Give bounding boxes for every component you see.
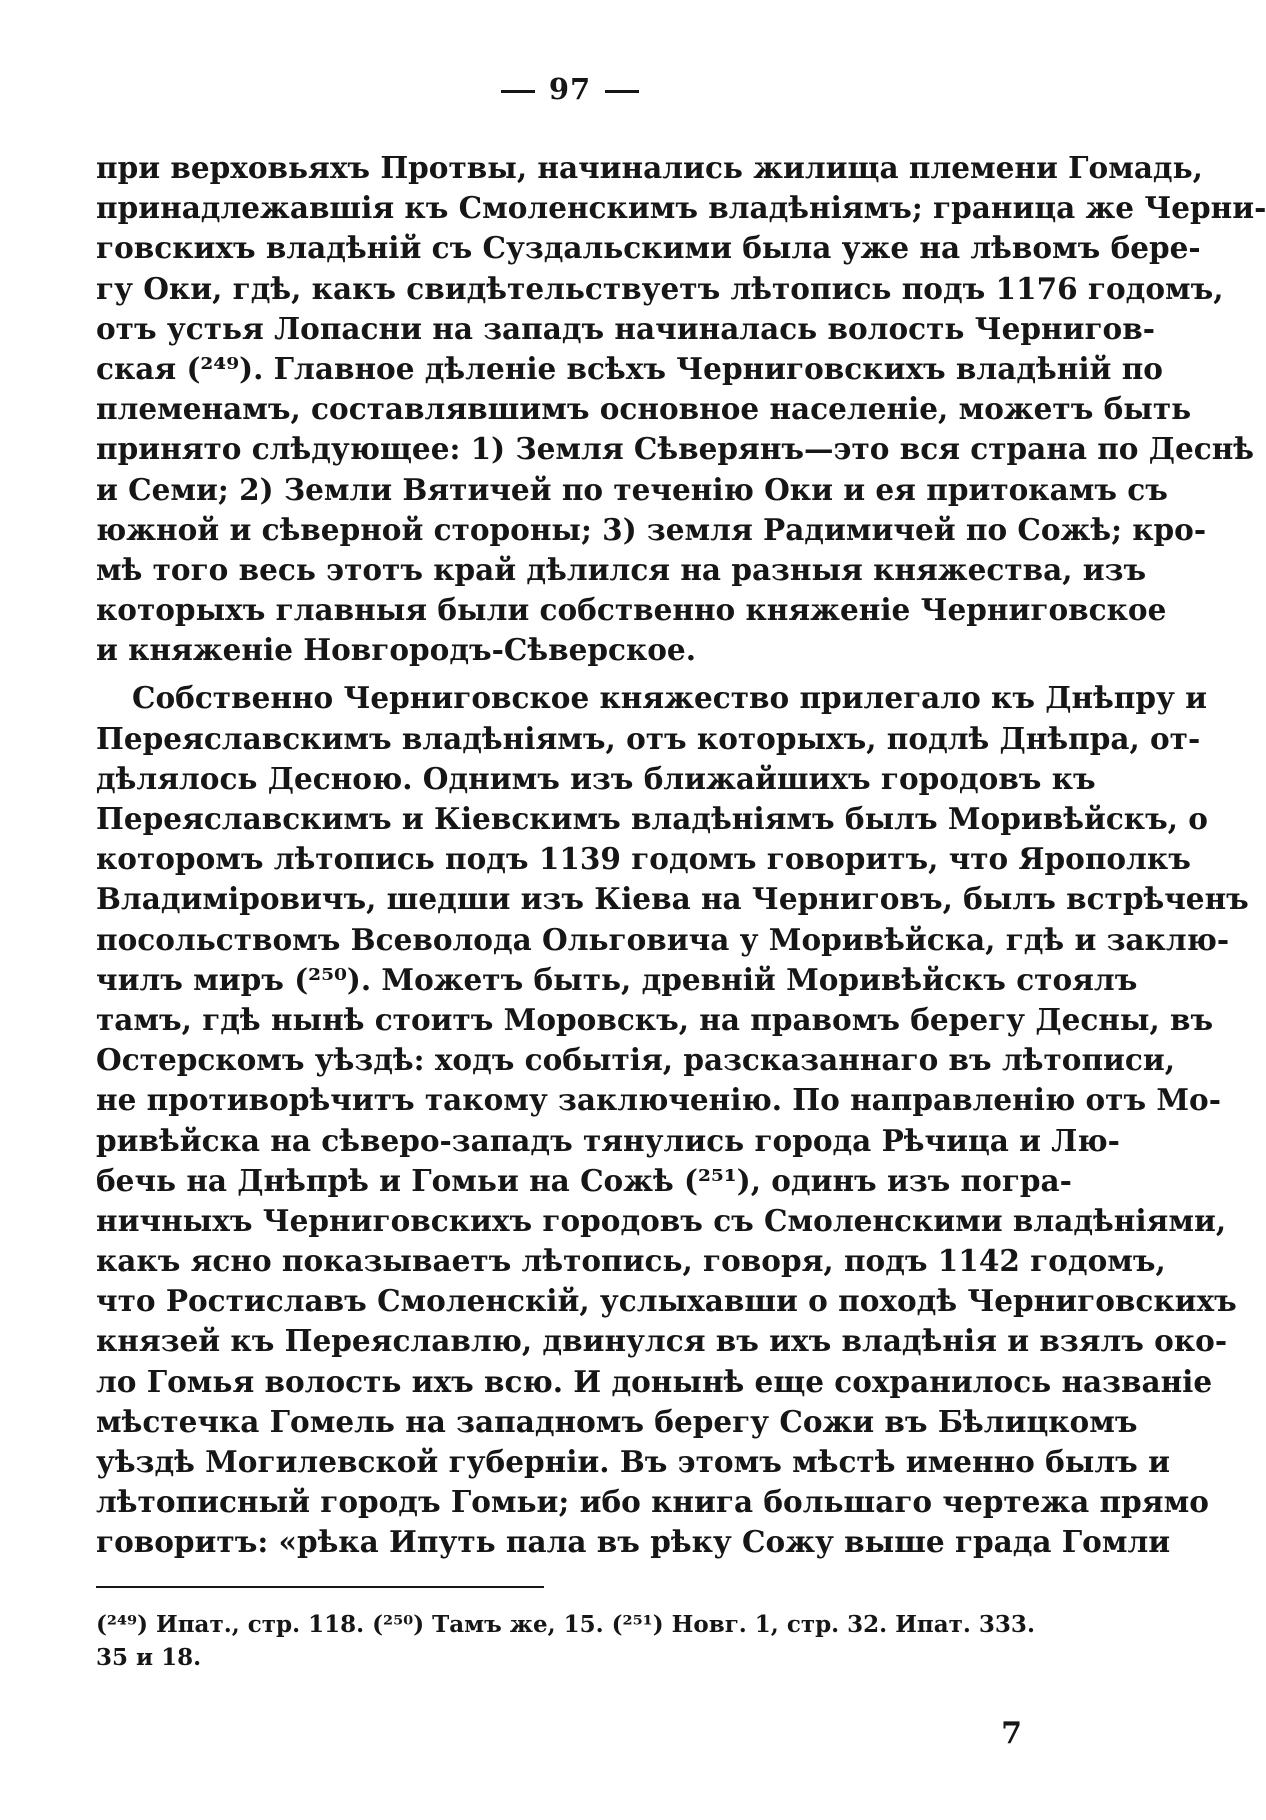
text-line: лѣтописный городъ Гомьи; ибо книга большаго чертежа прямо [96,1484,1209,1520]
header-dash-left [501,90,535,93]
text-line: уѣздѣ Могилевской губерніи. Въ этомъ мѣстѣ именно былъ и [96,1444,1170,1479]
text-line: ская (²⁴⁹). Главное дѣленіе всѣхъ Черниговскихъ владѣній по [96,350,1163,386]
text-line: какъ ясно показываетъ лѣтопись, говоря, подъ 1142 годомъ, [96,1243,1166,1279]
text-line: князей къ Переяславлю, двинулся въ ихъ владѣнія и взялъ око- [96,1323,1228,1359]
paragraph-gap [96,670,1031,678]
text-line: ло Гомья волость ихъ всю. И донынѣ еще сохранилось названіе [96,1363,1213,1399]
text-line: и Семи; 2) Земли Вятичей по теченію Оки и ея притокамъ съ [96,471,1168,507]
text-line: чилъ миръ (²⁵⁰). Можетъ быть, древній Моривѣйскъ стоялъ [96,961,1138,997]
text-line: принято слѣдующее: 1) Земля Сѣверянъ—это вся страна по Деснѣ [96,431,1255,467]
text-line: ривѣйска на сѣверо-западъ тянулись города Рѣчица и Лю- [96,1122,1120,1158]
text-line: Переяславскимъ и Кіевскимъ владѣніямъ былъ Моривѣйскъ, о [96,801,1208,836]
text-line: отъ устья Лопасни на западъ начиналась волость Чернигов- [96,310,1155,346]
footnotes [96,1608,1035,1674]
text-line: принадлежавшія къ Смоленскимъ владѣніямъ; граница же Черни- [96,190,1266,226]
text-line: Владиміровичъ, шедши изъ Кіева на Черниговъ, былъ встрѣченъ [96,881,1249,917]
page-header [0,72,1140,106]
text-line: племенамъ, составлявшимъ основное населеніе, можетъ быть [96,391,1192,427]
text-line: южной и сѣверной стороны; 3) земля Радимичей по Сожѣ; кро- [96,511,1207,547]
signature-mark: 7 [1001,1716,1022,1751]
text-line: Собственно Черниговское княжество прилегало къ Днѣпру и [132,680,1208,716]
text-line: мѣ того весь этотъ край дѣлился на разныя княжества, изъ [96,551,1147,587]
text-line: бечь на Днѣпрѣ и Гомьи на Сожѣ (²⁵¹), одинъ изъ погра- [96,1162,1072,1198]
text-line: которомъ лѣтопись подъ 1139 годомъ говоритъ, что Ярополкъ [96,841,1191,877]
footnote-line: 35 и 18. [96,1644,202,1671]
paragraph-1 [96,148,1266,670]
text-line: говоритъ: «рѣка Ипуть пала въ рѣку Сожу выше града Гомли [96,1524,1171,1560]
text-line: Остерскомъ уѣздѣ: ходъ событія, разсказаннаго въ лѣтописи, [96,1042,1176,1078]
main-text [96,148,1266,1563]
text-line: посольствомъ Всеволода Ольговича у Моривѣйска, гдѣ и заклю- [96,921,1230,957]
text-line: тамъ, гдѣ нынѣ стоитъ Моровскъ, на правомъ берегу Десны, въ [96,1001,1214,1037]
text-line: которыхъ главныя были собственно княженіе Черниговское [96,592,1167,628]
footnote-divider [96,1586,544,1588]
text-line: мѣстечка Гомель на западномъ берегу Сожи въ Бѣлицкомъ [96,1403,1138,1439]
text-line: гу Оки, гдѣ, какъ свидѣтельствуетъ лѣтопись подъ 1176 годомъ, [96,270,1224,306]
text-line: дѣлялось Десною. Однимъ изъ ближайшихъ городовъ къ [96,760,1096,796]
text-line: и княженіе Новгородъ-Сѣверское. [96,632,696,668]
page-number: 97 [548,72,592,106]
text-line: ничныхъ Черниговскихъ городовъ съ Смоленскими владѣніями, [96,1202,1227,1238]
paragraph-2 [96,678,1249,1562]
text-line: говскихъ владѣній съ Суздальскими была уже на лѣвомъ бере- [96,230,1201,266]
header-dash-right [605,90,639,93]
footnote-line: (²⁴⁹) Ипат., стр. 118. (²⁵⁰) Тамъ же, 15. (²⁵¹) Новг. 1, стр. 32. Ипат. 333. [96,1611,1035,1638]
text-line: что Ростиславъ Смоленскій, услыхавши о походѣ Черниговскихъ [96,1283,1237,1319]
text-line: при верховьяхъ Протвы, начинались жилища племени Гомадь, [96,150,1203,185]
text-line: Переяславскимъ владѣніямъ, отъ которыхъ, подлѣ Днѣпра, от- [96,720,1201,756]
text-line: не противорѣчитъ такому заключенію. По направленію отъ Мо- [96,1082,1221,1118]
